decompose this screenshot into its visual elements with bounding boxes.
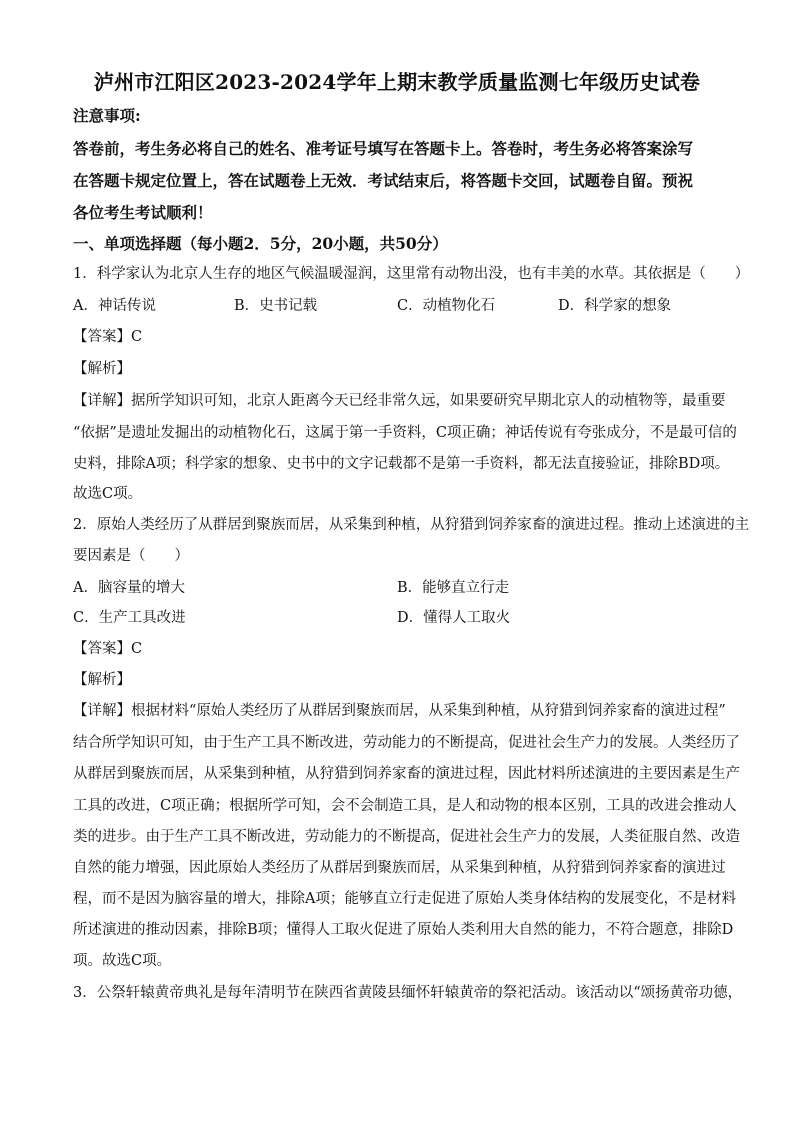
q1-detail-1: 【详解】据所学知识可知，北京人距离今天已经非常久远，如果要研究早期北京人的动植物等，最重要 (73, 393, 726, 409)
q2-analysis: 【解析】 (73, 672, 131, 688)
q2-option-b: B．能够直立行走 (397, 580, 510, 596)
q1-detail-2: “依据”是遗址发掘出的动植物化石，这属于第一手资料，C项正确；神话传说有夸张成分，不是最可信的 (73, 425, 737, 441)
notice-line-3: 各位考生考试顺利！ (73, 203, 213, 222)
q1-detail-3: 史料，排除A项；科学家的想象、史书中的文字记载都不是第一手资料，都无法直接验证，排除BD项。 (73, 456, 730, 472)
q2-detail-9: 项。故选C项。 (73, 953, 172, 969)
notice-line-2: 在答题卡规定位置上，答在试题卷上无效．考试结束后，将答题卡交回，试题卷自留。预祝 (73, 171, 694, 190)
q2-stem-1: 2．原始人类经历了从群居到聚族而居，从采集到种植，从狩猎到饲养家畜的演进过程。推动上述演进的主 (73, 517, 750, 533)
notice-line-1: 答卷前，考生务必将自己的姓名、准考证号填写在答题卡上。答卷时，考生务必将答案涂写 (73, 139, 694, 158)
q2-detail-4: 工具的改进，C项正确；根据所学可知，会不会制造工具，是人和动物的根本区别，工具的改进会推动人 (73, 798, 737, 814)
q1-answer: 【答案】C (73, 329, 143, 345)
q2-option-a: A．脑容量的增大 (73, 580, 185, 596)
q2-detail-3: 从群居到聚族而居，从采集到种植，从狩猎到饲养家畜的演进过程，因此材料所述演进的主要因素是生产 (73, 766, 740, 782)
notice-heading: 注意事项: (73, 106, 141, 125)
q2-stem-2: 要因素是（ ） (73, 548, 189, 564)
q2-option-c: C．生产工具改进 (73, 610, 186, 626)
q1-option-d: D．科学家的想象 (558, 298, 672, 314)
q1-detail-4: 故选C项。 (73, 486, 143, 502)
q2-detail-2: 结合所学知识可知，由于生产工具不断改进，劳动能力的不断提高，促进社会生产力的发展。人类经历了 (73, 735, 740, 751)
q2-option-d: D．懂得人工取火 (397, 610, 511, 626)
section-heading: 一、单项选择题（每小题2．5分，20小题，共50分） (73, 234, 448, 253)
q2-detail-7: 程，而不是因为脑容量的增大，排除A项；能够直立行走促进了原始人类身体结构的发展变化，不是材料 (73, 891, 736, 907)
q2-detail-8: 所述演进的推动因素，排除B项；懂得人工取火促进了原始人类利用大自然的能力，不符合题意，排除D (73, 922, 734, 938)
q2-answer: 【答案】C (73, 641, 143, 657)
q1-stem: 1．科学家认为北京人生存的地区气候温暖湿润，这里常有动物出没，也有丰美的水草。其依据是（ ） (73, 266, 750, 282)
q3-stem: 3．公祭轩辕黄帝典礼是每年清明节在陕西省黄陵县缅怀轩辕黄帝的祭祀活动。该活动以“颂扬黄帝功德， (73, 985, 743, 1001)
q1-option-c: C．动植物化石 (397, 298, 496, 314)
q1-analysis: 【解析】 (73, 361, 131, 377)
q2-detail-1: 【详解】根据材料“原始人类经历了从群居到聚族而居，从采集到种植，从狩猎到饲养家畜的演进过程” (73, 703, 726, 719)
exam-title: 泸州市江阳区2023-2024学年上期末教学质量监测七年级历史试卷 (93, 70, 701, 94)
q1-option-b: B．史书记载 (234, 298, 318, 314)
q1-option-a: A．神话传说 (73, 298, 156, 314)
q2-detail-6: 自然的能力增强，因此原始人类经历了从群居到聚族而居，从采集到种植，从狩猎到饲养家畜的演进过 (73, 860, 726, 876)
q2-detail-5: 类的进步。由于生产工具不断改进，劳动能力的不断提高，促进社会生产力的发展，人类征服自然、改造 (73, 829, 740, 845)
